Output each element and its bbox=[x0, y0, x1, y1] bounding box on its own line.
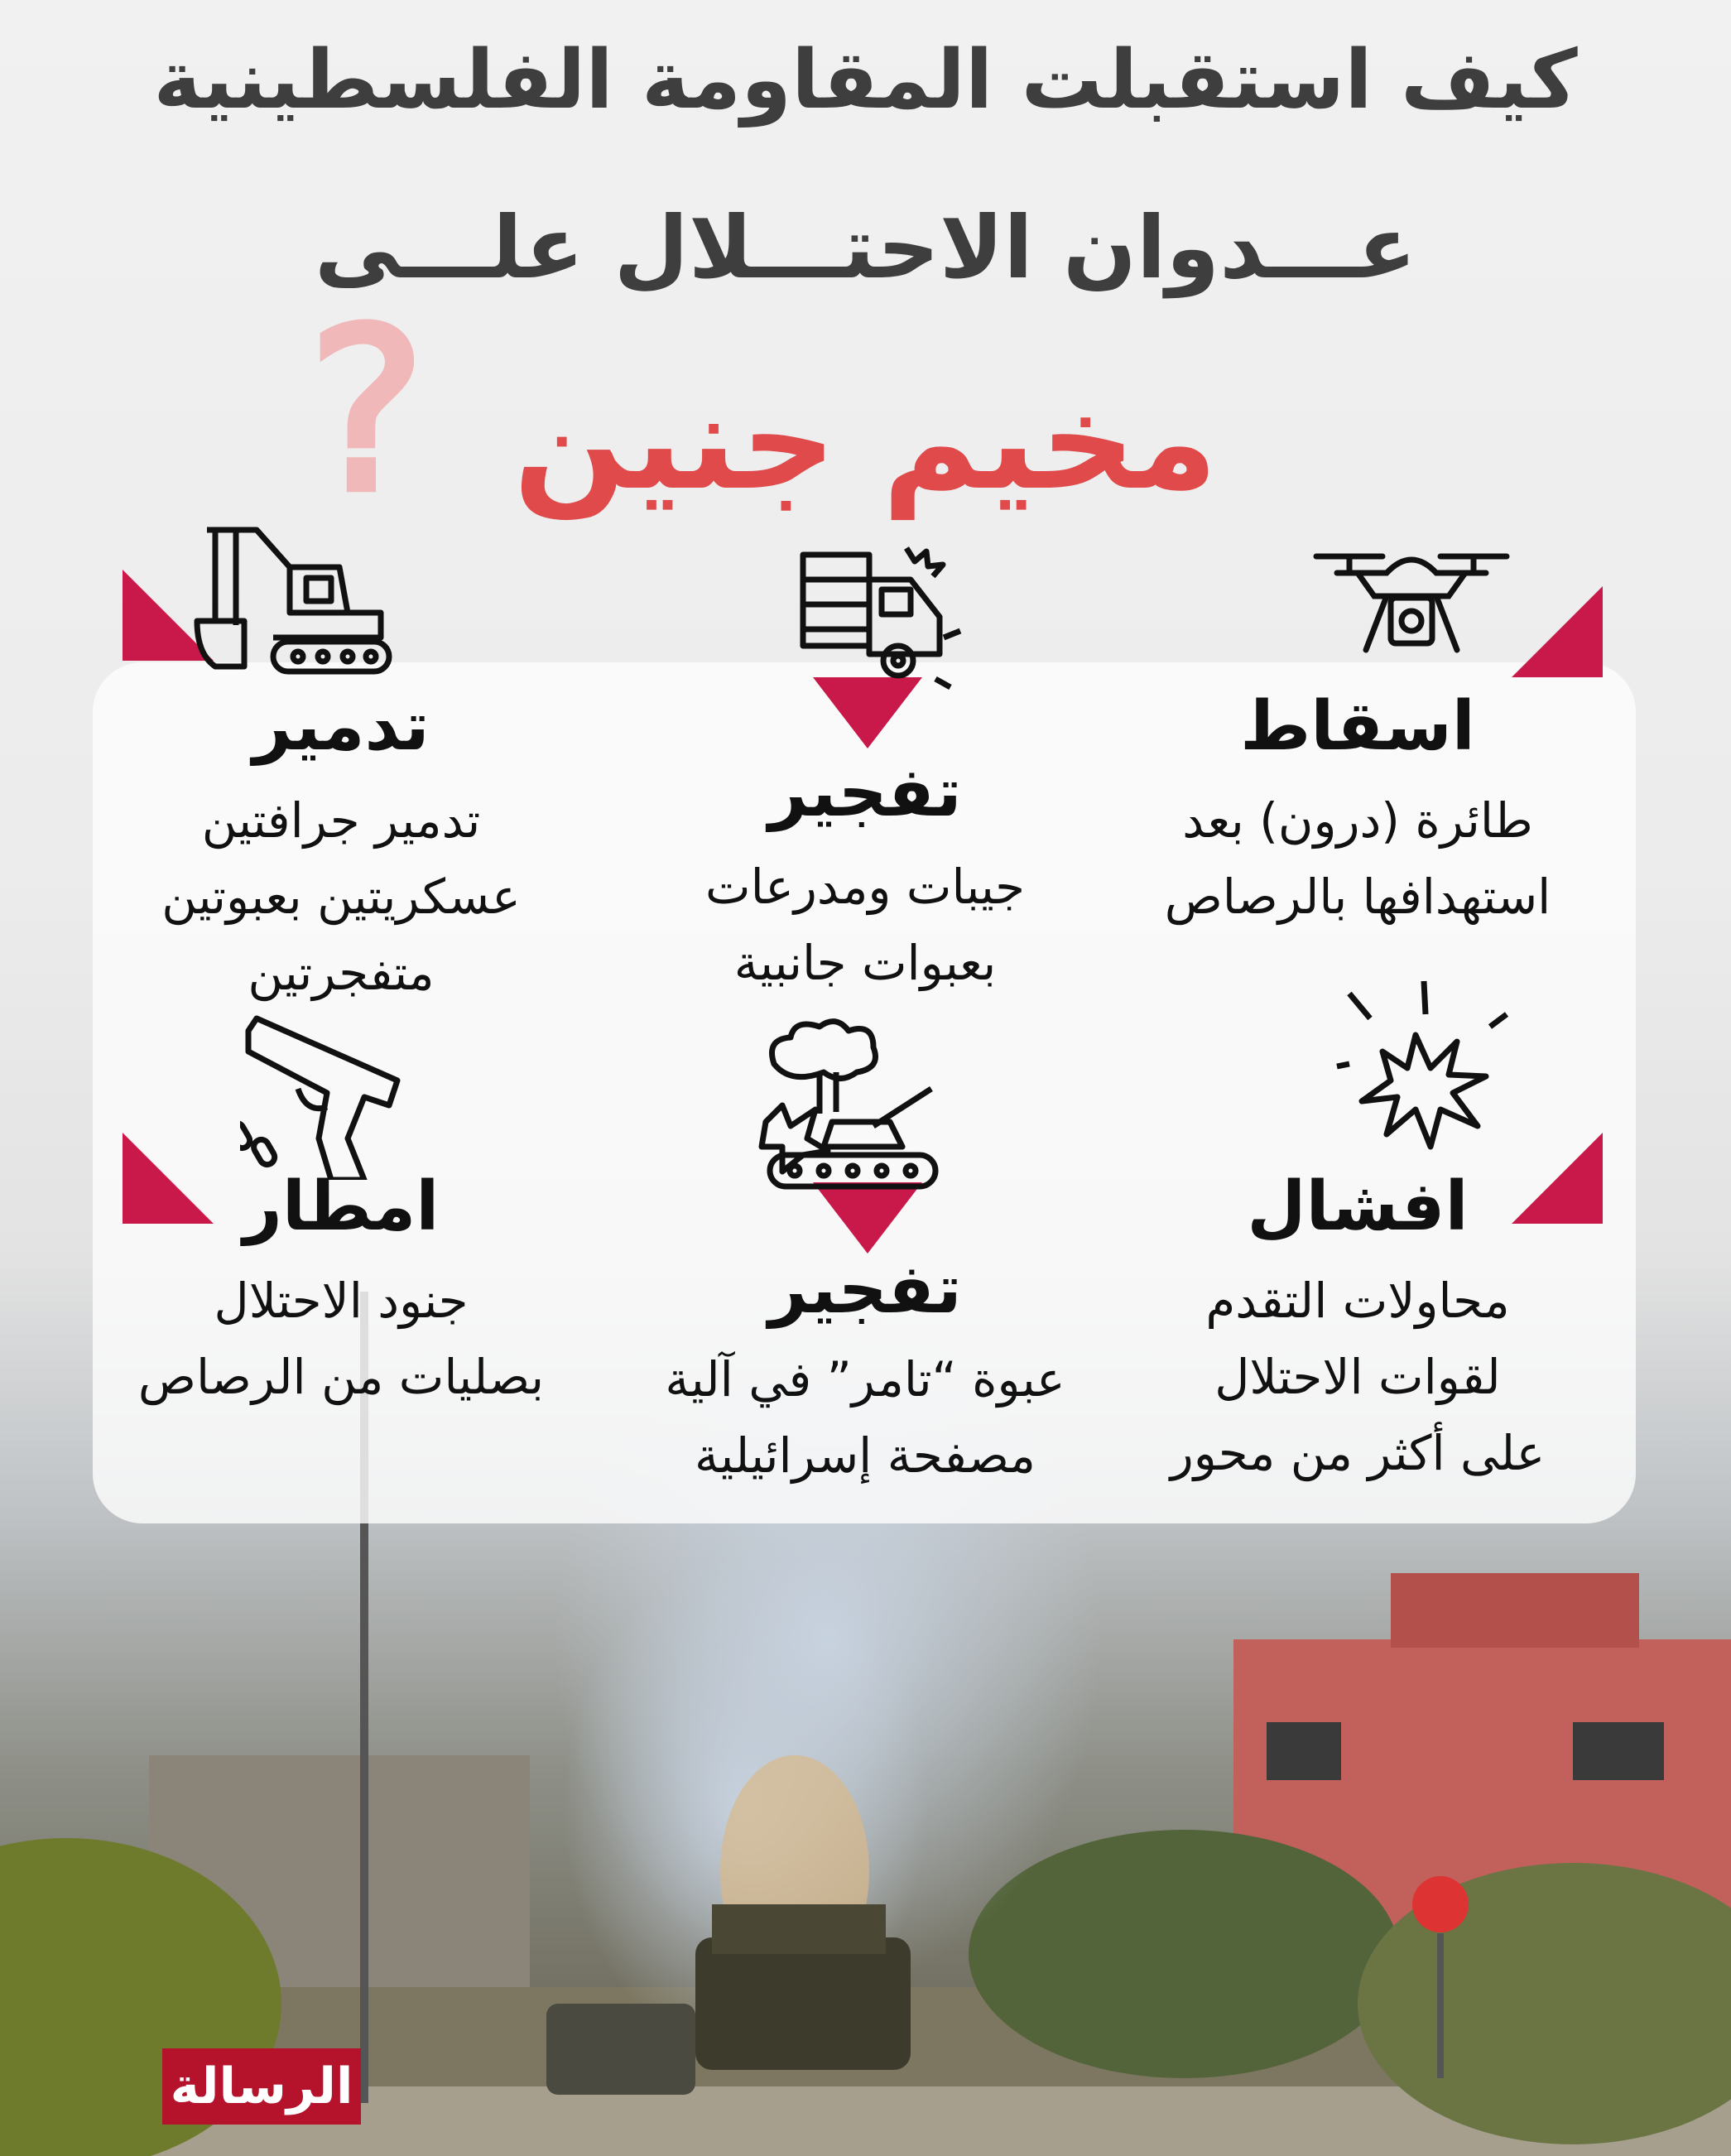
item-description bbox=[1101, 1263, 1614, 1491]
item-description bbox=[84, 1263, 598, 1415]
item-description-line: جيبات ومدرعات bbox=[705, 859, 1025, 915]
item-heading: تفجير bbox=[768, 1250, 962, 1329]
item-description-line: بعبوات جانبية bbox=[733, 935, 997, 991]
item-description-line: محاولات التقدم bbox=[1205, 1273, 1510, 1329]
logo: الرسالة bbox=[162, 2048, 361, 2125]
title-line-1: كيف استقبلت المقاومة الفلسطينية bbox=[153, 33, 1578, 128]
pistol-icon bbox=[240, 1014, 406, 1180]
item-description-line: طائرة (درون) بعد bbox=[1182, 792, 1533, 849]
item-description-line: عسكريتين بعبوتين bbox=[161, 869, 521, 925]
truck-explosion-icon bbox=[795, 538, 969, 704]
item-description bbox=[84, 782, 598, 1011]
bulldozer-icon bbox=[182, 522, 397, 679]
title-line-3: مخيم جنين bbox=[513, 364, 1218, 519]
item-description-line: استهدافها بالرصاص bbox=[1164, 869, 1551, 925]
item-description bbox=[608, 849, 1122, 1001]
item-description-line: عبوة “تامر” في آلية bbox=[665, 1351, 1065, 1408]
item-heading: امطار bbox=[243, 1167, 440, 1246]
item-description-line: تدمير جرافتين bbox=[201, 792, 481, 849]
item-description-line: متفجرتين bbox=[248, 945, 435, 1001]
question-mark: ؟ bbox=[308, 278, 427, 541]
drone-icon bbox=[1308, 538, 1515, 671]
item-description-line: مصفحة إسرائيلية bbox=[695, 1427, 1036, 1484]
item-description bbox=[608, 1341, 1122, 1494]
item-heading: افشال bbox=[1247, 1167, 1469, 1246]
item-description bbox=[1101, 782, 1614, 935]
accent-triangle bbox=[1512, 586, 1603, 677]
item-description-line: على أكثر من محور bbox=[1170, 1425, 1546, 1481]
item-description-line: بصليات من الرصاص bbox=[137, 1349, 545, 1405]
accent-triangle bbox=[813, 1182, 922, 1254]
item-heading: تدمير bbox=[252, 687, 430, 766]
explosion-burst-icon bbox=[1333, 977, 1515, 1159]
item-description-line: جنود الاحتلال bbox=[214, 1273, 469, 1329]
tank-explosion-icon bbox=[757, 1014, 940, 1192]
item-heading: اسقاط bbox=[1240, 687, 1475, 766]
title-line-2: عـــدوان الاحتـــلال علـــى bbox=[315, 197, 1416, 298]
item-description-line: لقوات الاحتلال bbox=[1214, 1349, 1501, 1405]
item-heading: تفجير bbox=[768, 753, 962, 832]
